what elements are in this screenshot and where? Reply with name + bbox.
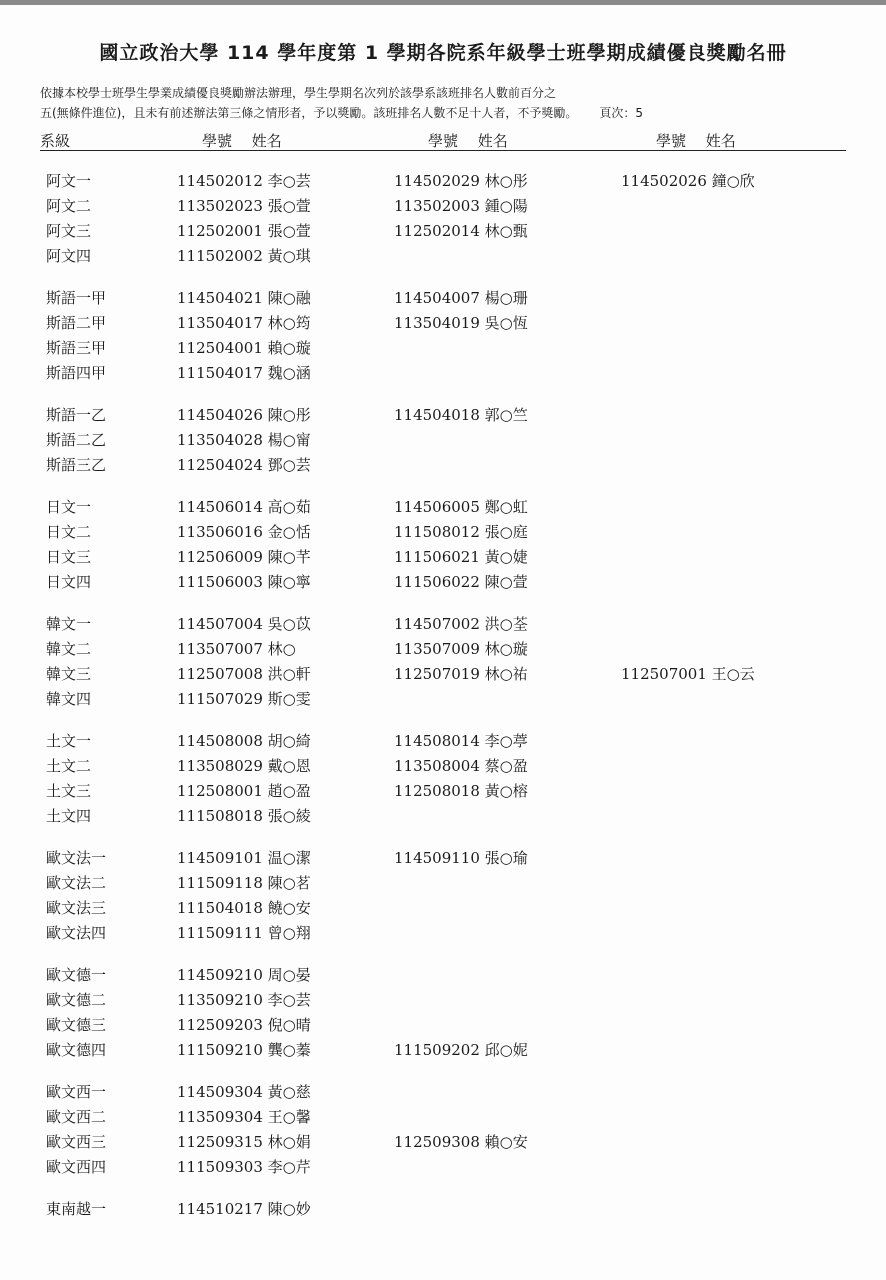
dept-cell: 斯語一乙 — [46, 406, 107, 424]
student-cell-1: 113509210 李○芸 — [177, 991, 311, 1009]
table-row — [0, 245, 886, 270]
student-cell-1: 111504018 饒○安 — [177, 899, 311, 917]
dept-cell: 歐文德四 — [46, 1041, 107, 1059]
table-row — [0, 546, 886, 571]
table-row — [0, 847, 886, 872]
dept-cell: 土文三 — [46, 782, 92, 800]
student-cell-1: 114502012 李○芸 — [177, 172, 311, 190]
table-row — [0, 989, 886, 1014]
table-row — [0, 220, 886, 245]
note-text-1: 依據本校學士班學生學業成績優良獎勵辦法辦理，學生學期名次列於該學系該班排名人數前百分之 — [40, 86, 557, 100]
student-cell-2: 114509110 張○瑜 — [394, 849, 528, 867]
student-cell-1: 114504026 陳○彤 — [177, 406, 311, 424]
header-dept: 系級 — [40, 132, 71, 150]
table-row — [0, 638, 886, 663]
dept-cell: 歐文西一 — [46, 1083, 107, 1101]
dept-cell: 韓文二 — [46, 640, 92, 658]
student-cell-1: 111504017 魏○涵 — [177, 364, 311, 382]
table-row — [0, 755, 886, 780]
student-cell-3: 112507001 王○云 — [621, 665, 755, 683]
student-cell-1: 114509210 周○晏 — [177, 966, 311, 984]
student-cell-2: 111506021 黃○婕 — [394, 548, 528, 566]
student-cell-2: 112502014 林○甄 — [394, 222, 528, 240]
student-cell-3: 114502026 鐘○欣 — [621, 172, 755, 190]
table-row — [0, 1014, 886, 1039]
student-cell-1: 112509315 林○娟 — [177, 1133, 311, 1151]
dept-cell: 斯語一甲 — [46, 289, 107, 307]
dept-cell: 歐文德一 — [46, 966, 107, 984]
table-row — [0, 362, 886, 387]
dept-cell: 日文三 — [46, 548, 92, 566]
student-cell-1: 111508018 張○綾 — [177, 807, 311, 825]
table-row — [0, 1131, 886, 1156]
dept-cell: 韓文三 — [46, 665, 92, 683]
header-col-2: 學號 姓名 — [428, 132, 508, 150]
table-row — [0, 805, 886, 830]
dept-cell: 歐文西二 — [46, 1108, 107, 1126]
student-cell-1: 112502001 張○萱 — [177, 222, 311, 240]
student-cell-1: 112508001 趙○盈 — [177, 782, 311, 800]
dept-cell: 斯語三甲 — [46, 339, 107, 357]
table-row — [0, 429, 886, 454]
table-row — [0, 496, 886, 521]
dept-cell: 土文二 — [46, 757, 92, 775]
dept-cell: 歐文法一 — [46, 849, 107, 867]
dept-cell: 韓文四 — [46, 690, 92, 708]
student-cell-1: 112504001 賴○璇 — [177, 339, 311, 357]
student-cell-1: 113509304 王○馨 — [177, 1108, 311, 1126]
student-cell-1: 111502002 黃○琪 — [177, 247, 311, 265]
dept-cell: 日文一 — [46, 498, 92, 516]
page-number: 頁次：5 — [599, 106, 644, 120]
dept-cell: 東南越一 — [46, 1200, 107, 1218]
student-cell-1: 113504017 林○筠 — [177, 314, 311, 332]
note-line-2 — [40, 104, 643, 121]
student-cell-1: 114509101 温○潔 — [177, 849, 311, 867]
student-cell-1: 113504028 楊○甯 — [177, 431, 311, 449]
table-row — [0, 964, 886, 989]
dept-cell: 日文二 — [46, 523, 92, 541]
roster-list — [0, 170, 886, 1223]
student-cell-1: 112507008 洪○軒 — [177, 665, 311, 683]
student-cell-1: 112506009 陳○芊 — [177, 548, 311, 566]
student-cell-1: 114509304 黃○慈 — [177, 1083, 311, 1101]
table-row — [0, 170, 886, 195]
table-row — [0, 195, 886, 220]
table-row — [0, 521, 886, 546]
student-cell-2: 113502003 鍾○陽 — [394, 197, 528, 215]
student-cell-1: 111506003 陳○寧 — [177, 573, 311, 591]
student-cell-1: 111509118 陳○茗 — [177, 874, 311, 892]
student-cell-1: 111509303 李○芹 — [177, 1158, 311, 1176]
table-row — [0, 337, 886, 362]
student-cell-2: 114502029 林○彤 — [394, 172, 528, 190]
student-cell-2: 113507009 林○璇 — [394, 640, 528, 658]
dept-cell: 阿文二 — [46, 197, 92, 215]
student-cell-1: 111509111 曾○翔 — [177, 924, 311, 942]
dept-cell: 阿文三 — [46, 222, 92, 240]
table-row — [0, 780, 886, 805]
dept-cell: 土文四 — [46, 807, 92, 825]
dept-cell: 歐文法三 — [46, 899, 107, 917]
dept-cell: 歐文法二 — [46, 874, 107, 892]
table-row — [0, 404, 886, 429]
student-cell-1: 114508008 胡○綺 — [177, 732, 311, 750]
header-col-3: 學號 姓名 — [656, 132, 736, 150]
table-row — [0, 1039, 886, 1064]
table-header — [40, 128, 846, 151]
top-border — [0, 0, 886, 5]
student-cell-1: 112504024 鄧○芸 — [177, 456, 311, 474]
dept-cell: 歐文法四 — [46, 924, 107, 942]
table-row — [0, 287, 886, 312]
student-cell-2: 113508004 蔡○盈 — [394, 757, 528, 775]
table-row — [0, 312, 886, 337]
student-cell-1: 112509203 倪○晴 — [177, 1016, 311, 1034]
dept-cell: 歐文西三 — [46, 1133, 107, 1151]
student-cell-2: 112508018 黃○榕 — [394, 782, 528, 800]
dept-cell: 土文一 — [46, 732, 92, 750]
student-cell-1: 114506014 高○茹 — [177, 498, 311, 516]
table-row — [0, 1198, 886, 1223]
table-row — [0, 922, 886, 947]
dept-cell: 斯語四甲 — [46, 364, 107, 382]
student-cell-2: 114506005 鄭○虹 — [394, 498, 528, 516]
student-cell-1: 111507029 斯○雯 — [177, 690, 311, 708]
student-cell-1: 113508029 戴○恩 — [177, 757, 311, 775]
student-cell-1: 114507004 吳○苡 — [177, 615, 311, 633]
student-cell-2: 114508014 李○葶 — [394, 732, 528, 750]
table-row — [0, 872, 886, 897]
dept-cell: 日文四 — [46, 573, 92, 591]
table-row — [0, 613, 886, 638]
table-row — [0, 663, 886, 688]
table-row — [0, 571, 886, 596]
dept-cell: 歐文德二 — [46, 991, 107, 1009]
student-cell-1: 114510217 陳○妙 — [177, 1200, 311, 1218]
dept-cell: 斯語三乙 — [46, 456, 107, 474]
student-cell-2: 111508012 張○庭 — [394, 523, 528, 541]
student-cell-1: 113506016 金○恬 — [177, 523, 311, 541]
student-cell-2: 114504018 郭○竺 — [394, 406, 528, 424]
table-row — [0, 688, 886, 713]
header-col-1: 學號 姓名 — [202, 132, 282, 150]
table-row — [0, 454, 886, 479]
table-row — [0, 1106, 886, 1131]
student-cell-1: 113502023 張○萱 — [177, 197, 311, 215]
dept-cell: 歐文德三 — [46, 1016, 107, 1034]
note-text-2: 五(無條件進位)，且未有前述辦法第三條之情形者，予以獎勵。該班排名人數不足十人者，不予獎勵。 — [40, 106, 578, 120]
table-row — [0, 1081, 886, 1106]
student-cell-2: 111509202 邱○妮 — [394, 1041, 528, 1059]
student-cell-2: 114507002 洪○荃 — [394, 615, 528, 633]
student-cell-1: 113507007 林○ — [177, 640, 296, 658]
student-cell-2: 111506022 陳○萱 — [394, 573, 528, 591]
student-cell-2: 112507019 林○祐 — [394, 665, 528, 683]
document-title: 國立政治大學 114 學年度第 1 學期各院系年級學士班學期成績優良獎勵名冊 — [99, 42, 787, 64]
note-line-1 — [40, 84, 556, 101]
dept-cell: 斯語二甲 — [46, 314, 107, 332]
dept-cell: 阿文四 — [46, 247, 92, 265]
student-cell-2: 113504019 吳○恆 — [394, 314, 528, 332]
dept-cell: 斯語二乙 — [46, 431, 107, 449]
table-row — [0, 897, 886, 922]
dept-cell: 歐文西四 — [46, 1158, 107, 1176]
student-cell-2: 114504007 楊○珊 — [394, 289, 528, 307]
student-cell-1: 114504021 陳○融 — [177, 289, 311, 307]
table-row — [0, 730, 886, 755]
student-cell-2: 112509308 賴○安 — [394, 1133, 528, 1151]
dept-cell: 阿文一 — [46, 172, 92, 190]
dept-cell: 韓文一 — [46, 615, 92, 633]
table-row — [0, 1156, 886, 1181]
student-cell-1: 111509210 龔○蓁 — [177, 1041, 311, 1059]
